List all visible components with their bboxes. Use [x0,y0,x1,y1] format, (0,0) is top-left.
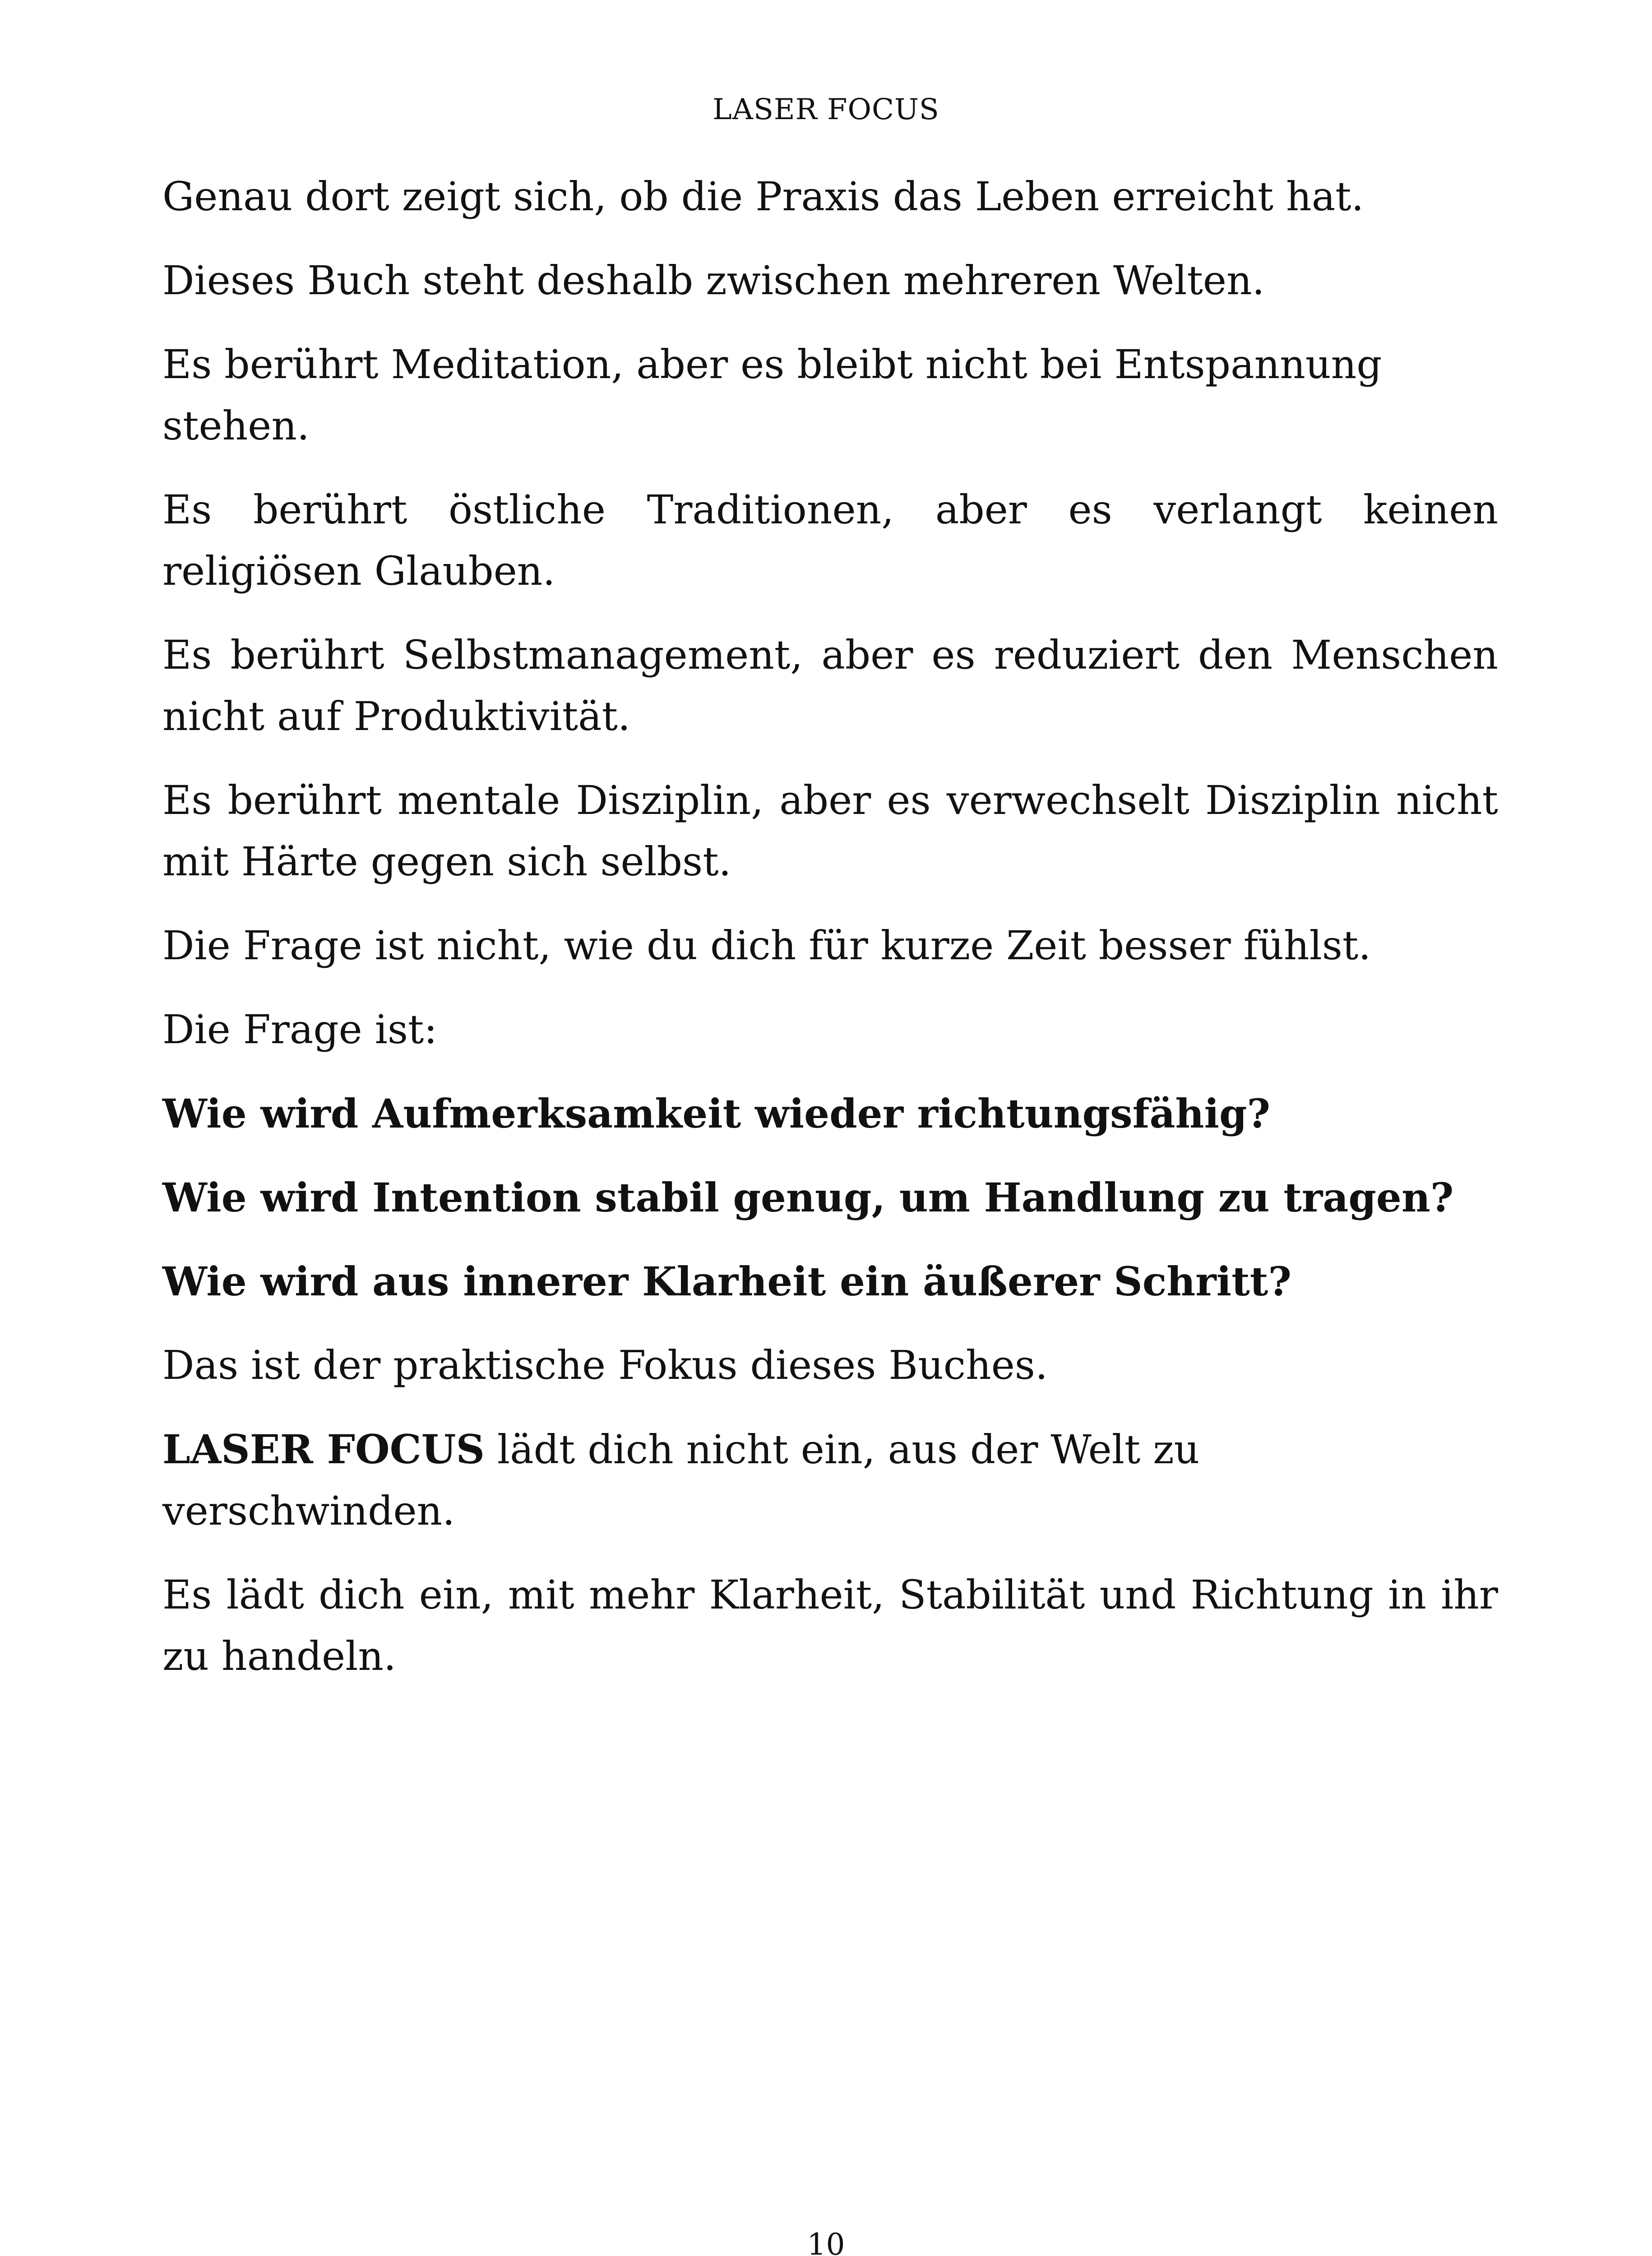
paragraph: Die Frage ist nicht, wie du dich für kurze Zeit besser fühlst. [162,922,1371,969]
page-number: 10 [807,2227,845,2256]
paragraph: Es berührt mentale Disziplin, aber es verwechselt Disziplin nicht mit Härte gegen sich selbst. [162,777,1498,885]
question-heading: Wie wird Intention stabil genug, um Handlung zu tragen? [162,1174,1454,1221]
invitation-text: lädt dich nicht ein, aus der Welt zu verschwinden. [162,1426,1200,1534]
paragraph: Genau dort zeigt sich, ob die Praxis das Leben erreicht hat. [162,173,1364,220]
paragraph: Es berührt Selbstmanagement, aber es reduziert den Menschen nicht auf Produktivität. [162,632,1498,740]
question-heading: Wie wird aus innerer Klarheit ein äußerer Schritt? [162,1258,1291,1305]
paragraph: Die Frage ist: [162,1006,438,1053]
paragraph: Dieses Buch steht deshalb zwischen mehreren Welten. [162,257,1265,304]
paragraph: Es berührt Meditation, aber es bleibt nicht bei Entspannung stehen. [162,341,1382,449]
body-text [162,166,1498,1710]
invitation-paragraph [162,1419,1498,1542]
paragraph: Das ist der praktische Fokus dieses Buches. [162,1342,1048,1388]
paragraph: Es lädt dich ein, mit mehr Klarheit, Stabilität und Richtung in ihr zu handeln. [162,1572,1498,1679]
paragraph: Es berührt östliche Traditionen, aber es verlangt keinen religiösen Glauben. [162,486,1498,594]
running-header: LASER FOCUS [713,93,939,126]
question-heading: Wie wird Aufmerksamkeit wieder richtungsfähig? [162,1090,1271,1137]
book-title-inline: LASER FOCUS [162,1426,485,1473]
